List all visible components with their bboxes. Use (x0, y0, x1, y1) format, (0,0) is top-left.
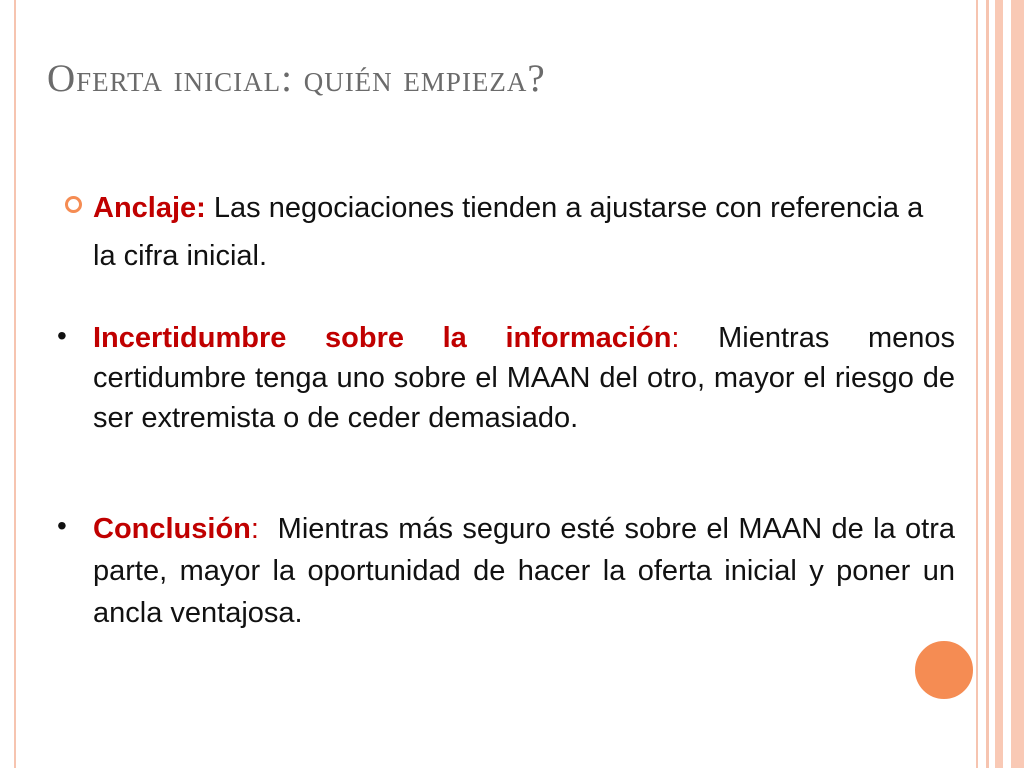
item-separator: : (250, 513, 259, 545)
list-item-anclaje (93, 184, 953, 280)
item-text: Mientras más seguro esté sobre el MAAN de la otra parte, mayor la oportunidad de hacer la oferta inicial y poner un ancla ventajosa. (93, 513, 964, 629)
decorative-stripe (976, 0, 978, 768)
decorative-stripe (986, 0, 989, 768)
item-label: Conclusión (93, 513, 251, 545)
decorative-stripe (995, 0, 1003, 768)
decorative-stripe (1011, 0, 1024, 768)
decorative-circle (913, 639, 975, 701)
bullet-icon: • (57, 320, 67, 351)
list-item-conclusion (93, 508, 964, 634)
list-item-incertidumbre (93, 318, 955, 438)
slide-title: Oferta inicial: quién empieza? (47, 57, 546, 100)
bullet-icon: • (57, 510, 67, 541)
item-label: Incertidumbre sobre la información (93, 322, 672, 354)
item-separator: : (671, 322, 680, 354)
item-text: Mientras menos certidumbre tenga uno sobre el MAAN del otro, mayor el riesgo de ser extremista o de ceder demasiado. (93, 322, 956, 434)
item-text: Las negociaciones tienden a ajustarse con referencia a la cifra inicial. (93, 192, 924, 272)
ring-bullet-icon (65, 196, 82, 213)
left-border-line (14, 0, 16, 768)
item-label: Anclaje: (93, 192, 206, 224)
